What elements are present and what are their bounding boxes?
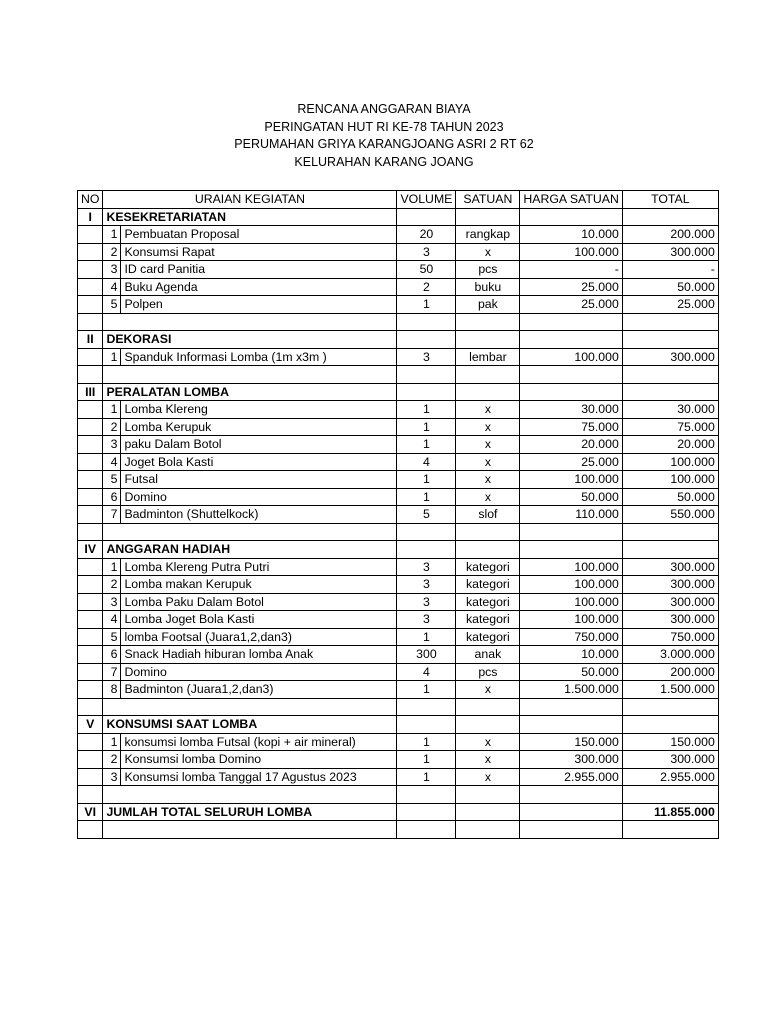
item-unit: x — [456, 751, 520, 769]
item-description: Lomba Klereng Putra Putri — [121, 558, 397, 576]
empty-cell — [456, 313, 520, 331]
item-number: 2 — [103, 576, 121, 594]
empty-cell — [78, 698, 103, 716]
item-volume: 2 — [397, 278, 456, 296]
item-number: 5 — [103, 471, 121, 489]
empty-cell — [78, 646, 103, 664]
item-volume: 1 — [397, 436, 456, 454]
item-unit-price: 100.000 — [520, 611, 622, 629]
empty-cell — [78, 296, 103, 314]
empty-cell — [78, 366, 103, 384]
item-unit: x — [456, 401, 520, 419]
empty-cell — [78, 471, 103, 489]
section-number: III — [78, 383, 103, 401]
table-row — [78, 418, 719, 436]
empty-cell — [520, 331, 622, 349]
section-number: VI — [78, 803, 103, 821]
table-row — [78, 663, 719, 681]
item-total: 100.000 — [622, 471, 718, 489]
empty-cell — [397, 208, 456, 226]
item-description: Snack Hadiah hiburan lomba Anak — [121, 646, 397, 664]
empty-cell — [520, 313, 622, 331]
document-heading — [0, 101, 768, 171]
heading-line: KELURAHAN KARANG JOANG — [294, 154, 474, 169]
item-total: 3.000.000 — [622, 646, 718, 664]
item-number: 5 — [103, 296, 121, 314]
item-number: 4 — [103, 453, 121, 471]
empty-cell — [397, 383, 456, 401]
item-volume: 1 — [397, 628, 456, 646]
table-row — [78, 453, 719, 471]
table-row — [78, 611, 719, 629]
item-volume: 5 — [397, 506, 456, 524]
table-row — [78, 278, 719, 296]
blank-row — [78, 313, 719, 331]
item-number: 8 — [103, 681, 121, 699]
item-total: 200.000 — [622, 663, 718, 681]
item-total: 100.000 — [622, 453, 718, 471]
empty-cell — [456, 821, 520, 839]
item-description: Lomba Kerupuk — [121, 418, 397, 436]
item-unit: x — [456, 681, 520, 699]
section-header-row — [78, 208, 719, 226]
empty-cell — [520, 541, 622, 559]
item-unit: kategori — [456, 593, 520, 611]
empty-cell — [103, 821, 397, 839]
item-number: 2 — [103, 418, 121, 436]
column-header: SATUAN — [456, 191, 520, 209]
empty-cell — [397, 313, 456, 331]
empty-cell — [456, 541, 520, 559]
budget-table-body — [78, 191, 719, 839]
empty-cell — [397, 523, 456, 541]
item-total: 300.000 — [622, 558, 718, 576]
empty-cell — [397, 716, 456, 734]
item-unit-price: - — [520, 261, 622, 279]
empty-cell — [397, 366, 456, 384]
section-number: II — [78, 331, 103, 349]
empty-cell — [456, 803, 520, 821]
item-total: - — [622, 261, 718, 279]
table-row — [78, 733, 719, 751]
table-row — [78, 768, 719, 786]
blank-row — [78, 698, 719, 716]
item-number: 2 — [103, 751, 121, 769]
empty-cell — [456, 331, 520, 349]
table-row — [78, 296, 719, 314]
item-number: 4 — [103, 611, 121, 629]
item-unit-price: 75.000 — [520, 418, 622, 436]
table-row — [78, 488, 719, 506]
empty-cell — [397, 698, 456, 716]
grand-total-label: JUMLAH TOTAL SELURUH LOMBA — [103, 803, 397, 821]
section-title: ANGGARAN HADIAH — [103, 541, 397, 559]
empty-cell — [456, 698, 520, 716]
column-header: TOTAL — [622, 191, 718, 209]
table-row — [78, 261, 719, 279]
empty-cell — [397, 786, 456, 804]
empty-cell — [78, 681, 103, 699]
empty-cell — [397, 331, 456, 349]
empty-cell — [456, 786, 520, 804]
empty-cell — [78, 348, 103, 366]
section-number: V — [78, 716, 103, 734]
item-volume: 1 — [397, 296, 456, 314]
item-volume: 1 — [397, 471, 456, 489]
item-total: 300.000 — [622, 576, 718, 594]
empty-cell — [78, 768, 103, 786]
item-unit: lembar — [456, 348, 520, 366]
item-number: 7 — [103, 506, 121, 524]
heading-line: PERINGATAN HUT RI KE-78 TAHUN 2023 — [264, 119, 504, 134]
table-row — [78, 558, 719, 576]
item-volume: 1 — [397, 401, 456, 419]
empty-cell — [78, 733, 103, 751]
item-description: Spanduk Informasi Lomba (1m x3m ) — [121, 348, 397, 366]
item-description: Lomba Paku Dalam Botol — [121, 593, 397, 611]
item-unit-price: 100.000 — [520, 348, 622, 366]
empty-cell — [103, 523, 397, 541]
table-row — [78, 593, 719, 611]
item-total: 75.000 — [622, 418, 718, 436]
item-number: 3 — [103, 261, 121, 279]
table-row — [78, 348, 719, 366]
item-unit-price: 100.000 — [520, 558, 622, 576]
empty-cell — [622, 383, 718, 401]
empty-cell — [78, 436, 103, 454]
empty-cell — [78, 401, 103, 419]
item-unit-price: 25.000 — [520, 296, 622, 314]
item-volume: 50 — [397, 261, 456, 279]
empty-cell — [456, 366, 520, 384]
item-number: 1 — [103, 401, 121, 419]
item-number: 2 — [103, 243, 121, 261]
item-total: 300.000 — [622, 348, 718, 366]
item-total: 150.000 — [622, 733, 718, 751]
item-number: 7 — [103, 663, 121, 681]
item-unit: slof — [456, 506, 520, 524]
blank-row — [78, 523, 719, 541]
empty-cell — [622, 313, 718, 331]
item-description: Lomba makan Kerupuk — [121, 576, 397, 594]
item-number: 3 — [103, 768, 121, 786]
item-description: ID card Panitia — [121, 261, 397, 279]
item-total: 750.000 — [622, 628, 718, 646]
item-volume: 3 — [397, 243, 456, 261]
empty-cell — [78, 226, 103, 244]
item-unit: pak — [456, 296, 520, 314]
table-row — [78, 576, 719, 594]
item-unit: x — [456, 243, 520, 261]
section-header-row — [78, 331, 719, 349]
item-unit: x — [456, 418, 520, 436]
item-description: Domino — [121, 488, 397, 506]
section-title: DEKORASI — [103, 331, 397, 349]
section-number: I — [78, 208, 103, 226]
item-unit: x — [456, 733, 520, 751]
item-total: 30.000 — [622, 401, 718, 419]
item-number: 1 — [103, 558, 121, 576]
item-volume: 3 — [397, 593, 456, 611]
empty-cell — [520, 698, 622, 716]
heading-line: PERUMAHAN GRIYA KARANGJOANG ASRI 2 RT 62 — [234, 137, 534, 151]
item-unit-price: 20.000 — [520, 436, 622, 454]
item-unit: x — [456, 471, 520, 489]
empty-cell — [622, 208, 718, 226]
item-number: 4 — [103, 278, 121, 296]
empty-cell — [78, 261, 103, 279]
item-unit: x — [456, 453, 520, 471]
item-volume: 3 — [397, 576, 456, 594]
item-unit-price: 10.000 — [520, 646, 622, 664]
empty-cell — [456, 383, 520, 401]
table-row — [78, 751, 719, 769]
item-volume: 300 — [397, 646, 456, 664]
item-description: Polpen — [121, 296, 397, 314]
table-row — [78, 506, 719, 524]
empty-cell — [397, 541, 456, 559]
item-volume: 1 — [397, 488, 456, 506]
empty-cell — [78, 821, 103, 839]
item-unit: rangkap — [456, 226, 520, 244]
item-total: 20.000 — [622, 436, 718, 454]
item-volume: 1 — [397, 733, 456, 751]
empty-cell — [622, 541, 718, 559]
table-row — [78, 471, 719, 489]
item-total: 300.000 — [622, 611, 718, 629]
item-volume: 3 — [397, 558, 456, 576]
blank-row — [78, 821, 719, 839]
item-unit-price: 25.000 — [520, 278, 622, 296]
empty-cell — [520, 786, 622, 804]
empty-cell — [456, 208, 520, 226]
item-unit-price: 300.000 — [520, 751, 622, 769]
empty-cell — [520, 716, 622, 734]
empty-cell — [78, 418, 103, 436]
table-row — [78, 681, 719, 699]
item-unit: kategori — [456, 558, 520, 576]
empty-cell — [622, 698, 718, 716]
empty-cell — [78, 593, 103, 611]
empty-cell — [456, 716, 520, 734]
item-unit: pcs — [456, 261, 520, 279]
grand-total-row — [78, 803, 719, 821]
item-number: 1 — [103, 348, 121, 366]
blank-row — [78, 786, 719, 804]
item-unit: buku — [456, 278, 520, 296]
empty-cell — [78, 663, 103, 681]
item-unit-price: 750.000 — [520, 628, 622, 646]
empty-cell — [520, 366, 622, 384]
empty-cell — [103, 313, 397, 331]
item-description: Konsumsi lomba Tanggal 17 Agustus 2023 — [121, 768, 397, 786]
item-description: Futsal — [121, 471, 397, 489]
column-header: HARGA SATUAN — [520, 191, 622, 209]
item-unit: x — [456, 436, 520, 454]
empty-cell — [397, 821, 456, 839]
item-unit: kategori — [456, 576, 520, 594]
item-total: 25.000 — [622, 296, 718, 314]
table-row — [78, 628, 719, 646]
empty-cell — [520, 523, 622, 541]
empty-cell — [78, 558, 103, 576]
empty-cell — [78, 243, 103, 261]
item-unit-price: 100.000 — [520, 471, 622, 489]
column-header: NO — [78, 191, 103, 209]
item-number: 3 — [103, 593, 121, 611]
empty-cell — [622, 366, 718, 384]
item-volume: 1 — [397, 418, 456, 436]
empty-cell — [622, 523, 718, 541]
column-header: VOLUME — [397, 191, 456, 209]
empty-cell — [78, 611, 103, 629]
empty-cell — [520, 208, 622, 226]
blank-row — [78, 366, 719, 384]
empty-cell — [78, 506, 103, 524]
item-description: Lomba Klereng — [121, 401, 397, 419]
empty-cell — [78, 523, 103, 541]
table-row — [78, 243, 719, 261]
item-unit-price: 50.000 — [520, 488, 622, 506]
table-row — [78, 401, 719, 419]
item-unit-price: 150.000 — [520, 733, 622, 751]
empty-cell — [520, 821, 622, 839]
item-total: 300.000 — [622, 593, 718, 611]
empty-cell — [520, 803, 622, 821]
item-description: Joget Bola Kasti — [121, 453, 397, 471]
item-total: 300.000 — [622, 243, 718, 261]
table-row — [78, 646, 719, 664]
item-description: konsumsi lomba Futsal (kopi + air mineral) — [121, 733, 397, 751]
item-total: 50.000 — [622, 278, 718, 296]
item-total: 50.000 — [622, 488, 718, 506]
item-description: Konsumsi Rapat — [121, 243, 397, 261]
empty-cell — [520, 383, 622, 401]
item-unit: kategori — [456, 628, 520, 646]
item-number: 1 — [103, 226, 121, 244]
section-header-row — [78, 716, 719, 734]
item-unit: pcs — [456, 663, 520, 681]
item-volume: 3 — [397, 348, 456, 366]
item-description: Pembuatan Proposal — [121, 226, 397, 244]
item-description: Buku Agenda — [121, 278, 397, 296]
empty-cell — [622, 786, 718, 804]
empty-cell — [622, 331, 718, 349]
item-unit-price: 100.000 — [520, 576, 622, 594]
item-number: 6 — [103, 646, 121, 664]
item-total: 550.000 — [622, 506, 718, 524]
empty-cell — [103, 786, 397, 804]
item-unit-price: 100.000 — [520, 593, 622, 611]
empty-cell — [78, 751, 103, 769]
item-volume: 4 — [397, 453, 456, 471]
empty-cell — [622, 821, 718, 839]
budget-table — [77, 190, 719, 839]
heading-line: RENCANA ANGGARAN BIAYA — [297, 102, 471, 116]
empty-cell — [78, 786, 103, 804]
table-header-row — [78, 191, 719, 209]
section-title: PERALATAN LOMBA — [103, 383, 397, 401]
column-header: URAIAN KEGIATAN — [103, 191, 397, 209]
item-description: paku Dalam Botol — [121, 436, 397, 454]
item-volume: 3 — [397, 611, 456, 629]
item-unit: kategori — [456, 611, 520, 629]
item-description: Konsumsi lomba Domino — [121, 751, 397, 769]
item-unit-price: 10.000 — [520, 226, 622, 244]
item-number: 5 — [103, 628, 121, 646]
item-unit-price: 50.000 — [520, 663, 622, 681]
item-volume: 20 — [397, 226, 456, 244]
item-number: 3 — [103, 436, 121, 454]
section-header-row — [78, 383, 719, 401]
item-description: Badminton (Shuttelkock) — [121, 506, 397, 524]
empty-cell — [456, 523, 520, 541]
section-header-row — [78, 541, 719, 559]
table-row — [78, 436, 719, 454]
item-number: 6 — [103, 488, 121, 506]
item-total: 200.000 — [622, 226, 718, 244]
item-description: Lomba Joget Bola Kasti — [121, 611, 397, 629]
empty-cell — [78, 488, 103, 506]
table-row — [78, 226, 719, 244]
item-volume: 1 — [397, 768, 456, 786]
item-description: lomba Footsal (Juara1,2,dan3) — [121, 628, 397, 646]
item-unit-price: 25.000 — [520, 453, 622, 471]
item-total: 1.500.000 — [622, 681, 718, 699]
item-description: Badminton (Juara1,2,dan3) — [121, 681, 397, 699]
empty-cell — [78, 576, 103, 594]
section-title: KONSUMSI SAAT LOMBA — [103, 716, 397, 734]
item-description: Domino — [121, 663, 397, 681]
item-unit-price: 110.000 — [520, 506, 622, 524]
empty-cell — [78, 278, 103, 296]
item-total: 300.000 — [622, 751, 718, 769]
empty-cell — [103, 366, 397, 384]
section-title: KESEKRETARIATAN — [103, 208, 397, 226]
item-number: 1 — [103, 733, 121, 751]
empty-cell — [78, 453, 103, 471]
empty-cell — [622, 716, 718, 734]
item-unit-price: 30.000 — [520, 401, 622, 419]
grand-total-value: 11.855.000 — [622, 803, 718, 821]
item-unit: anak — [456, 646, 520, 664]
empty-cell — [103, 698, 397, 716]
item-volume: 4 — [397, 663, 456, 681]
section-number: IV — [78, 541, 103, 559]
empty-cell — [397, 803, 456, 821]
item-unit-price: 1.500.000 — [520, 681, 622, 699]
item-unit-price: 100.000 — [520, 243, 622, 261]
item-volume: 1 — [397, 751, 456, 769]
item-unit-price: 2.955.000 — [520, 768, 622, 786]
empty-cell — [78, 313, 103, 331]
empty-cell — [78, 628, 103, 646]
item-volume: 1 — [397, 681, 456, 699]
item-total: 2.955.000 — [622, 768, 718, 786]
item-unit: x — [456, 768, 520, 786]
item-unit: x — [456, 488, 520, 506]
